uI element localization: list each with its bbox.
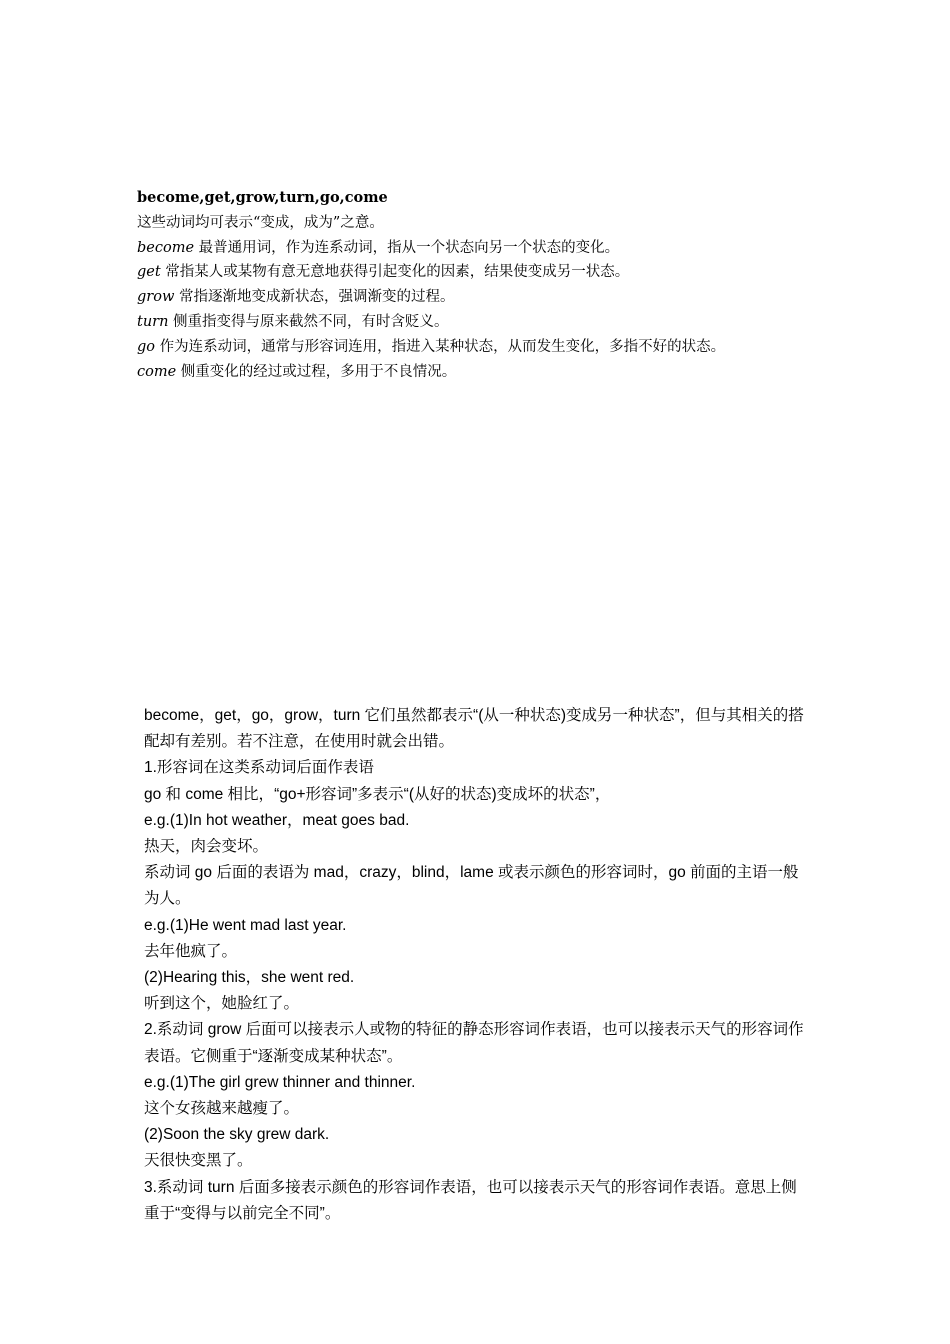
example-translation: 去年他疯了。: [144, 942, 238, 960]
example-sentence: (2)Soon the sky grew dark.: [144, 1126, 330, 1144]
entry-word: turn: [137, 313, 169, 330]
entry-text: 侧重指变得与原来截然不同，有时含贬义。: [168, 313, 449, 330]
entry-text: 侧重变化的经过或过程，多用于不良情况。: [176, 363, 457, 380]
paragraph: 1.形容词在这类系动词后面作表语: [144, 759, 374, 777]
paragraph: become，get，go，grow，turn 它们虽然都表示“(从一种状态)变成另一种状态”，但与其相关的搭配却有差别。若不注意，在使用时就会出错。: [144, 707, 804, 751]
entry-text: 作为连系动词，通常与形容词连用，指进入某种状态，从而发生变化，多指不好的状态。: [155, 338, 726, 355]
entry-text: 最普通用词，作为连系动词，指从一个状态向另一个状态的变化。: [194, 239, 620, 256]
entry-come: [137, 360, 837, 385]
paragraph: 系动词 go 后面的表语为 mad，crazy，blind，lame 或表示颜色的形容词时，go 前面的主语一般为人。: [144, 864, 799, 908]
example-sentence: (2)Hearing this，she went red.: [144, 969, 355, 987]
entry-word: grow: [137, 289, 175, 306]
example-sentence: e.g.(1)The girl grew thinner and thinner.: [144, 1073, 416, 1091]
intro-line: 这些动词均可表示“变成，成为”之意。: [137, 214, 384, 231]
example-sentence: e.g.(1)He went mad last year.: [144, 916, 347, 934]
bottom-section: [144, 703, 810, 1227]
entry-word: come: [137, 363, 177, 380]
entry-become: [137, 236, 837, 261]
entry-word: become: [137, 239, 195, 256]
entry-get: [137, 260, 837, 285]
entry-grow: [137, 285, 837, 310]
paragraph: 3.系动词 turn 后面多接表示颜色的形容词作表语，也可以接表示天气的形容词作表语。意思上侧重于“变得与以前完全不同”。: [144, 1178, 797, 1222]
example-translation: 天很快变黑了。: [144, 1152, 253, 1170]
entry-text: 常指逐渐地变成新状态，强调渐变的过程。: [174, 289, 455, 306]
entry-word: go: [137, 338, 156, 355]
top-section: [137, 186, 837, 384]
example-translation: 热天，肉会变坏。: [144, 838, 269, 856]
example-sentence: e.g.(1)In hot weather，meat goes bad.: [144, 811, 410, 829]
example-translation: 这个女孩越来越瘦了。: [144, 1100, 300, 1118]
paragraph: go 和 come 相比，“go+形容词”多表示“(从好的状态)变成坏的状态”，: [144, 785, 611, 803]
paragraph: 2.系动词 grow 后面可以接表示人或物的特征的静态形容词作表语，也可以接表示天气的形容词作表语。它侧重于“逐渐变成某种状态”。: [144, 1021, 804, 1065]
entry-go: [137, 335, 837, 360]
example-translation: 听到这个，她脸红了。: [144, 995, 300, 1013]
section-title: become,get,grow,turn,go,come: [137, 189, 388, 206]
entry-word: get: [137, 264, 161, 281]
entry-turn: [137, 310, 837, 335]
entry-text: 常指某人或某物有意无意地获得引起变化的因素，结果使变成另一状态。: [160, 264, 630, 281]
